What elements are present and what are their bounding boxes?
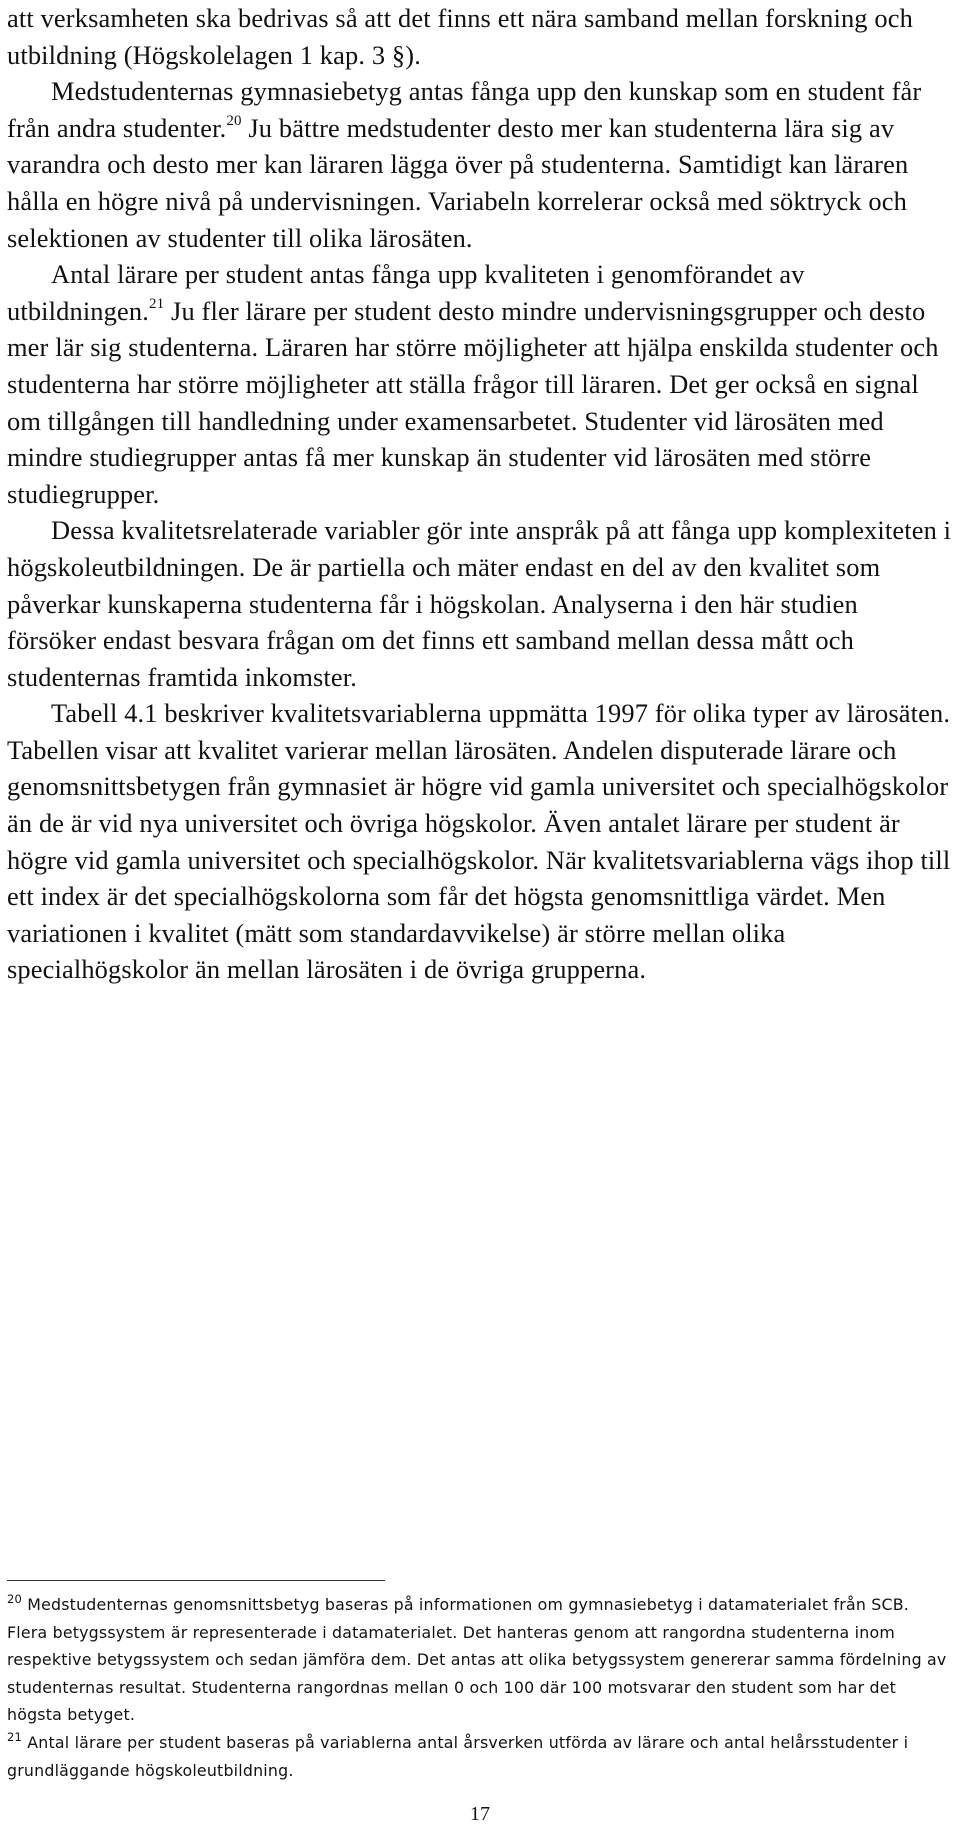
paragraph-3 [7,256,953,512]
footnote-21-text: Antal lärare per student baseras på variablerna antal årsverken utförda av lärare och antal helårsstudenter i grundläggande högskoleutbildning. [7,1732,909,1780]
paragraph-2-part-a: Medstudenternas gymnasiebetyg antas fånga upp den kunskap som en student får från andra studenter. [7,76,922,143]
page-number: 17 [470,1803,490,1825]
paragraph-3-part-a: Antal lärare per student antas fånga upp kvaliteten i genomförandet av utbildningen. [7,259,805,326]
footnote-20 [7,1591,953,1729]
footnotes [7,1591,953,1784]
footnote-21-mark: 21 [7,1729,23,1744]
footnote-divider [7,1580,385,1581]
paragraph-3-part-b: Ju fler lärare per student desto mindre undervisningsgrupper och desto mer lär sig studenterna. Läraren har större möjligheter att hjälpa enskilda studenter och studenterna har större möjligheter att ställa frågor till läraren. Det ger också en signal om tillgången till handledning under examensarbetet. Studenter vid lärosäten med mindre studiegrupper antas få mer kunskap än studenter vid lärosäten med större studiegrupper. [7,295,939,509]
footnote-reference-20[interactable]: 20 [226,112,242,129]
footnote-reference-21[interactable]: 21 [148,295,165,312]
paragraph-4: Dessa kvalitetsrelaterade variabler gör inte anspråk på att fånga upp komplexiteten i högskoleutbildningen. De är partiella och mäter endast en del av den kvalitet som påverkar kunskaperna studenterna får i högskolan. Analyserna i den här studien försöker endast besvara frågan om det finns ett samband mellan dessa mått och studenternas framtida inkomster. [7,515,952,692]
body-text [7,0,953,988]
footnote-21 [7,1729,953,1784]
paragraph-1: att verksamheten ska bedrivas så att det finns ett nära samband mellan forskning och utbildning (Högskolelagen 1 kap. 3 §). [7,3,913,70]
footnote-20-text: Medstudenternas genomsnittsbetyg baseras på informationen om gymnasiebetyg i datamaterialet från SCB. Flera betygssystem är representerade i datamaterialet. Det hanteras genom att rangordna studenterna inom respektive betygssystem och sedan jämföra dem. Det antas att olika betygssystem genererar samma fördelning av studenternas resultat. Studenterna rangordnas mellan 0 och 100 där 100 motsvarar den student som har det högsta betyget. [7,1595,947,1725]
paragraph-5: Tabell 4.1 beskriver kvalitetsvariablerna uppmätta 1997 för olika typer av lärosäten. Tabellen visar att kvalitet varierar mellan lärosäten. Andelen disputerade lärare och genomsnittsbetygen från gymnasiet är högre vid gamla universitet och specialhögskolor än de är vid nya universitet och övriga högskolor. Även antalet lärare per student är högre vid gamla universitet och specialhögskolor. När kvalitetsvariablerna vägs ihop till ett index är det specialhögskolorna som får det högsta genomsnittliga värdet. Men variationen i kvalitet (mätt som standardavvikelse) är större mellan olika specialhögskolor än mellan lärosäten i de övriga grupperna. [7,698,951,985]
footnote-20-mark: 20 [7,1591,23,1606]
paragraph-2 [7,73,953,256]
paragraph-2-part-b: Ju bättre medstudenter desto mer kan studenterna lära sig av varandra och desto mer kan läraren lägga över på studenterna. Samtidigt kan läraren hålla en högre nivå på undervisningen. Variabeln korrelerar också med söktryck och selektionen av studenter till olika lärosäten. [7,112,909,253]
